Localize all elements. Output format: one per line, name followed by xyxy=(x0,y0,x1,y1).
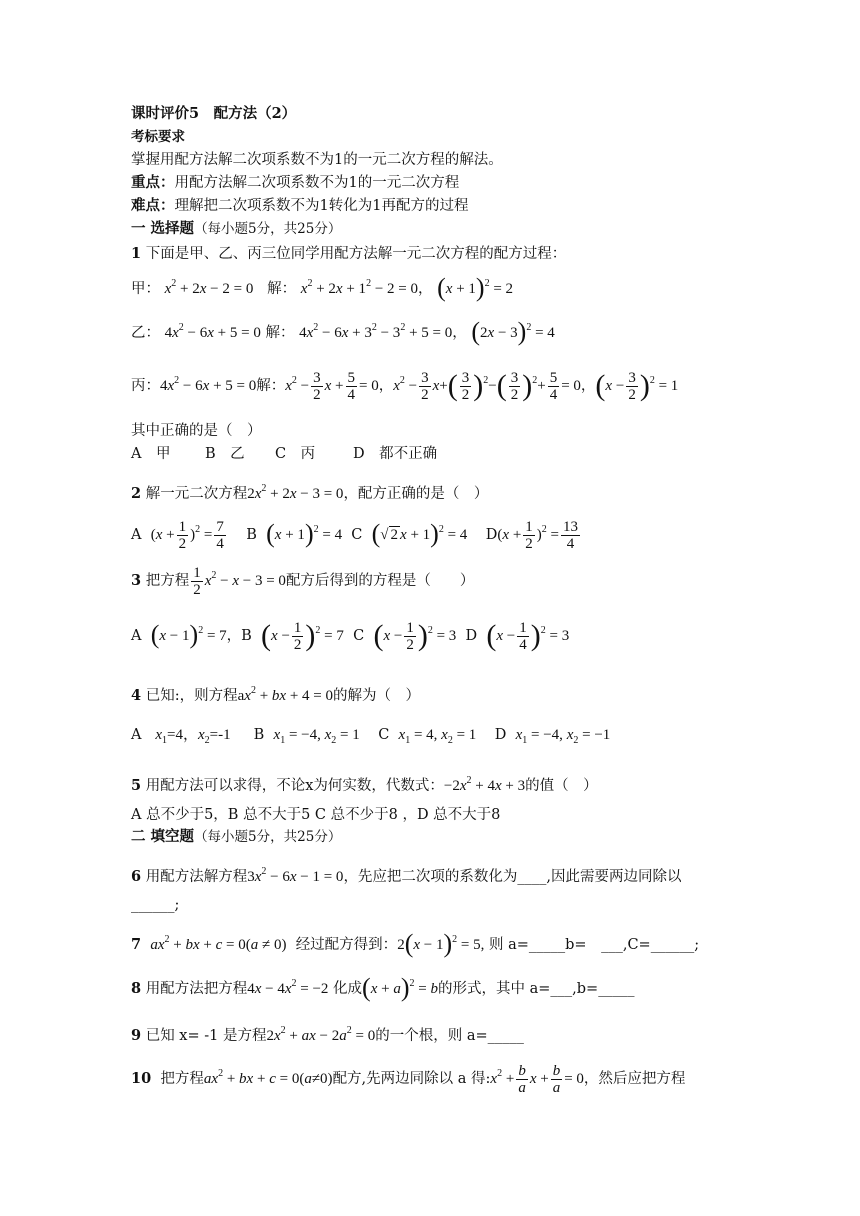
q4-option-d: $x_1 = -4$, $x_2 = -1$ xyxy=(515,727,611,746)
q1-options xyxy=(131,444,437,464)
q4-option-b: $x_1 = -4$, $x_2 = 1$ xyxy=(273,727,360,746)
q6-stem xyxy=(131,862,682,887)
q2-stem xyxy=(131,479,488,504)
q1-number: 1 xyxy=(131,245,142,262)
q1-bing-jie: 解： xyxy=(256,377,286,394)
q2-option-d: (x + $\frac{1}{2}$ )$^2$ = $\frac{13}{4}$ xyxy=(497,519,578,552)
q10-stem xyxy=(131,1063,685,1096)
q8-number: 8 xyxy=(131,980,142,997)
q1-option-a: A 甲 xyxy=(131,446,171,462)
q2-option-c-label: C xyxy=(351,526,363,543)
q4-text-after: 的解为（ ） xyxy=(333,688,420,704)
q3-option-b: (x − $\frac{1}{2}$ )$^2$ = 7 xyxy=(261,618,344,653)
q4-option-a: $x_1=4$，$x_2=-1$ xyxy=(155,727,231,746)
q10-text-before: 把方程 xyxy=(160,1070,204,1087)
q10-equation: $ax^2$ + bx + c = 0(a≠0) xyxy=(203,1067,333,1087)
q1-jia-jie: 解： xyxy=(267,281,297,297)
q1-option-c: C 丙 xyxy=(275,446,316,462)
q10-number: 10 xyxy=(131,1069,152,1087)
q6-text-before: 用配方法解方程 xyxy=(145,869,248,885)
q3-option-b-label: B xyxy=(241,627,252,644)
section1-heading xyxy=(131,219,341,239)
q2-options xyxy=(131,519,582,552)
q3-option-c-label: C xyxy=(353,627,365,644)
q4-option-c-label: C xyxy=(378,727,390,743)
q3-option-a: $(x - 1)^2 = 7$ xyxy=(150,619,227,649)
section2-note: （每小题5分，共25分） xyxy=(194,829,342,845)
q5-options: A 总不少于5，B 总不大于5 C 总不少于8 ，D 总不大于8 xyxy=(131,807,501,823)
q1-jia: 甲： $x^2 + 2x - 2 = 0$ 解： $x^2 + 2x + 1^2 - 2 = 0$， $(x + 1)^2 = 2$ xyxy=(131,273,514,302)
q1-stem xyxy=(131,244,566,264)
q1-jia-step1: $x^2 + 2x + 1^2 - 2 = 0$ xyxy=(300,278,418,297)
q7-result: $2(x - 1)^2 = 5$, xyxy=(397,929,485,958)
q4-text-before: 已知:，则方程 xyxy=(145,688,238,704)
q7-equation: $ax^2$ + bx + c = 0(a ≠ 0) xyxy=(150,934,287,953)
nandian-text: 理解把二次项系数不为1转化为1再配方的过程 xyxy=(174,198,469,214)
q9-number: 9 xyxy=(131,1027,142,1044)
q1-jia-label: 甲： xyxy=(131,281,160,297)
q6-equation: $3x^2 - 6x - 1 = 0$ xyxy=(247,866,344,885)
q4-option-b-label: B xyxy=(253,727,265,743)
q10-divided: $x^2$ + $\frac{b}{a}$ x + $\frac{b}{a}$ = 0 xyxy=(490,1063,584,1096)
q3-option-a-label: A xyxy=(131,627,142,644)
q4-option-d-label: D xyxy=(494,727,507,743)
q3-option-d-label: D xyxy=(465,627,478,644)
kaobiao-text: 掌握用配方法解二次项系数不为1的一元二次方程的解法。 xyxy=(131,152,503,168)
q8-stem xyxy=(131,973,635,1002)
zhongdian-line xyxy=(131,173,459,193)
q8-text-after: 的形式，其中 a=___,b=_____ xyxy=(438,981,635,997)
q7-tail: 则 a=_____b= ___,C=______; xyxy=(489,937,700,953)
document-title: 课时评价5 配方法（2） xyxy=(131,105,297,122)
kaobiao-heading: 考标要求 xyxy=(131,129,185,145)
q2-option-b: $(x + 1)^2 = 4$ xyxy=(266,518,343,548)
q5-text-before: 用配方法可以求得，不论x为何实数，代数式： xyxy=(145,778,444,794)
q5-expression: $-2x^2 + 4x + 3$ xyxy=(443,775,526,794)
q2-option-a: (x + $\frac{1}{2}$ )$^2$ = $\frac{7}{4}$ xyxy=(150,519,224,552)
q2-text-before: 解一元二次方程 xyxy=(145,486,248,502)
q2-option-d-label: D xyxy=(485,526,498,543)
q6-number: 6 xyxy=(131,868,142,885)
q4-number: 4 xyxy=(131,687,142,704)
q3-option-d: (x − $\frac{1}{4}$ )$^2$ = 3 xyxy=(486,618,570,653)
section2-heading xyxy=(131,827,341,847)
section1-note: （每小题5分，共25分） xyxy=(194,221,342,237)
q1-option-d: D 都不正确 xyxy=(353,446,438,462)
q9-text-after: 的一个根，则 a=_____ xyxy=(375,1028,524,1044)
section2-title: 二 填空题 xyxy=(131,828,195,845)
q1-question: 其中正确的是（ ） xyxy=(131,423,262,439)
q1-bing-step2: $x^2$ − $\frac{3}{2}$ x+( $\frac{3}{2}$ )$^2$−( $\frac{3}{2}$ )$^2$+ $\frac{5}{4}$ = 0 xyxy=(393,368,581,403)
nandian-label: 难点： xyxy=(131,197,175,214)
q1-bing: 丙：$4x^2 - 6x + 5 = 0$解：$x^2$ − $\frac{3}{2}$ x + $\frac{5}{4}$ = 0，$x^2$ − $\frac{3}{2}$ x+( $\frac{3}{2}$ )$^2$−( $\frac{3}{2}$ )$^2$+ $\frac{5}{4}$ = 0，(x − $\frac{3}{2}$ )$^2$ = 1 xyxy=(131,368,679,403)
q8-text-mid: 化成 xyxy=(333,981,363,997)
q3-option-c: (x − $\frac{1}{2}$ )$^2$ = 3 xyxy=(373,618,457,653)
q5-stem xyxy=(131,771,598,796)
q1-bing-eq: $4x^2 - 6x + 5 = 0$ xyxy=(160,374,257,394)
q1-jia-step2: $(x + 1)^2 = 2$ xyxy=(437,273,514,302)
section1-title: 一 选择题 xyxy=(131,220,195,237)
q1-text: 下面是甲、乙、丙三位同学用配方法解一元二次方程的配方过程： xyxy=(145,246,567,262)
q7-number: 7 xyxy=(131,936,142,953)
q1-yi-eq: $4x^2 - 6x + 5 = 0$ xyxy=(164,322,261,341)
q1-yi-label: 乙： xyxy=(131,325,160,341)
q4-options xyxy=(131,725,610,751)
q6-text-after: ，先应把二次项的系数化为____,因此需要两边同除以 xyxy=(343,869,682,885)
q3-equation: $\frac{1}{2}$ $x^2 - x - 3 = 0$ xyxy=(193,565,286,598)
q4-stem xyxy=(131,681,420,706)
q3-stem xyxy=(131,565,474,598)
q4-equation: $ax^2$ + bx + 4 = 0 xyxy=(237,685,333,704)
q1-bing-step1: $x^2$ − $\frac{3}{2}$ x + $\frac{5}{4}$ = 0 xyxy=(285,370,379,403)
q1-yi-step1: $4x^2 - 6x + 3^2 - 3^2 + 5 = 0$ xyxy=(299,322,453,341)
q1-jia-eq: $x^2 + 2x - 2 = 0$ xyxy=(164,278,254,297)
zhongdian-label: 重点： xyxy=(131,174,175,191)
q9-stem xyxy=(131,1021,524,1046)
q2-equation: $2x^2 + 2x - 3 = 0$ xyxy=(247,483,344,502)
q2-option-b-label: B xyxy=(246,526,257,543)
q10-text-after: ，然后应把方程 xyxy=(583,1070,686,1087)
q4-option-a-label: A xyxy=(131,727,142,743)
q7-stem xyxy=(131,929,700,958)
q3-options: A $(x - 1)^2 = 7$，B (x − $\frac{1}{2}$ )$^2$ = 7 C (x − $\frac{1}{2}$ )$^2$ = 3 D (x − $\frac{1}{4}$ )$^2$ = 3 xyxy=(131,618,570,653)
q2-number: 2 xyxy=(131,485,142,502)
q2-option-a-label: A xyxy=(131,526,142,543)
q6-blank: ______; xyxy=(131,897,180,913)
q7-middle: 经过配方得到： xyxy=(295,937,398,953)
q4-option-c: $x_1 = 4$, $x_2 = 1$ xyxy=(398,727,477,746)
q3-text-after: 配方后得到的方程是（ ） xyxy=(285,572,475,589)
q10-text-mid: 配方,先两边同除以 a 得: xyxy=(332,1070,491,1087)
q5-number: 5 xyxy=(131,777,142,794)
q8-form: $(x + a)^2 = b$ xyxy=(362,973,438,1002)
q8-equation: $4x - 4x^2 = -2$ xyxy=(247,978,329,997)
q2-text-after: ，配方正确的是（ ） xyxy=(343,486,489,502)
q1-yi-jie: 解： xyxy=(265,325,295,341)
q1-bing-step3: (x − $\frac{3}{2}$ )$^2$ = 1 xyxy=(595,368,679,403)
q1-option-b: B 乙 xyxy=(205,446,245,462)
q1-yi: 乙： $4x^2 - 6x + 5 = 0$ 解： $4x^2 - 6x + 3^2 - 3^2 + 5 = 0$， $(2x - 3)^2 = 4$ xyxy=(131,317,555,346)
zhongdian-text: 用配方法解二次项系数不为1的一元二次方程 xyxy=(174,175,460,191)
q8-text-before: 用配方法把方程 xyxy=(145,981,248,997)
nandian-line xyxy=(131,196,468,216)
q2-option-c: (√ 2 x + 1)$^2$ = 4 xyxy=(371,518,468,548)
q9-equation: $2x^2$ + ax − $2a^2 = 0$ xyxy=(266,1025,376,1044)
q9-text-before: 已知 x= -1 是方程 xyxy=(145,1028,267,1044)
q1-bing-label: 丙： xyxy=(131,377,160,394)
q3-text-before: 把方程 xyxy=(145,572,190,589)
q5-text-after: 的值（ ） xyxy=(525,778,598,794)
q1-yi-step2: $(2x - 3)^2 = 4$ xyxy=(471,317,555,346)
q3-number: 3 xyxy=(131,571,142,589)
